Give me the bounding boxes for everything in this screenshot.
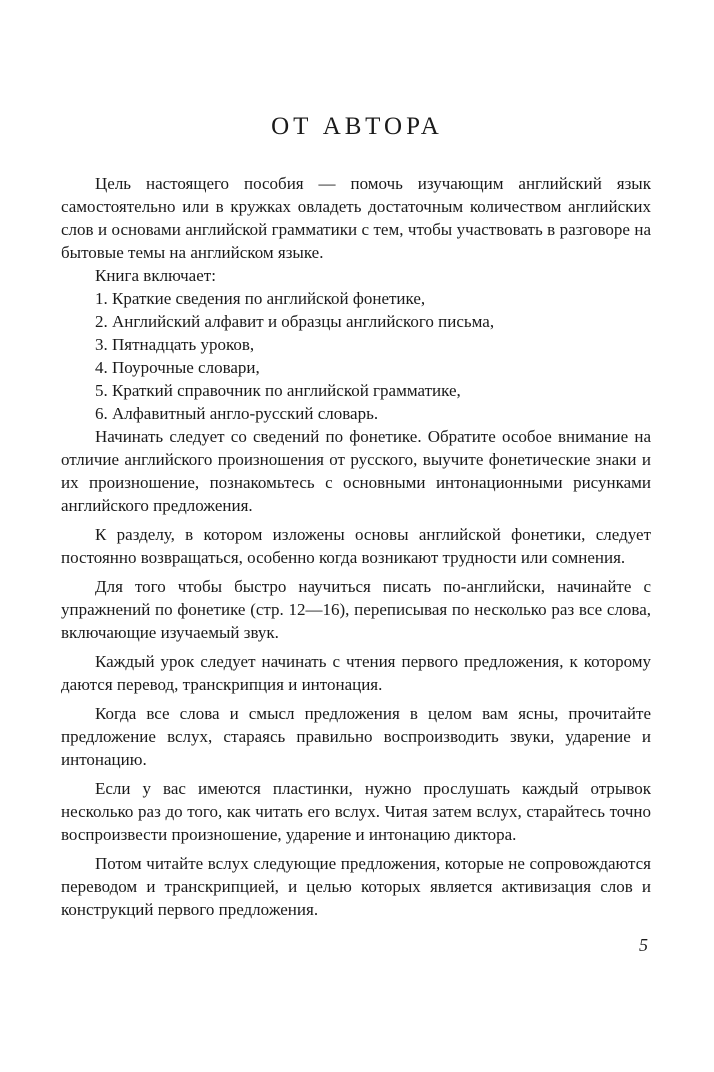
paragraph-lesson-start: Каждый урок следует начинать с чтения первого предложения, к которому даются перевод, транскрипция и интонация. <box>61 652 651 694</box>
page-number: 5 <box>639 935 648 955</box>
paragraph-writing: Для того чтобы быстро научиться писать по-английски, начинайте с упражнений по фонетике (стр. 12—16), переписывая по несколько раз все слова, включающие изучаемый звук. <box>61 577 651 642</box>
list-item: 3. Пятнадцать уроков, <box>95 335 255 354</box>
paragraph-return: К разделу, в котором изложены основы английской фонетики, следует постоянно возвращаться, особенно когда возникают трудности или сомнения. <box>61 525 651 567</box>
paragraph-records: Если у вас имеются пластинки, нужно прослушать каждый отрывок несколько раз до того, как читать его вслух. Читая затем вслух, старайтесь точно воспроизвести произношение, ударение и интонацию диктора. <box>61 779 651 844</box>
paragraph-phonetics: Начинать следует со сведений по фонетике. Обратите особое внимание на отличие английского произношения от русского, выучите фонетические знаки и их произношение, познакомьтесь с основными интонационными рисунками английского предложения. <box>61 427 651 515</box>
list-item: 6. Алфавитный англо-русский словарь. <box>95 404 379 423</box>
body-text <box>61 172 651 921</box>
intro-paragraph: Цель настоящего пособия — помочь изучающим английский язык самостоятельно или в кружках овладеть достаточным количеством английских слов и основами английской грамматики с тем, чтобы участвовать в разговоре на бытовые темы на английском языке. <box>61 174 651 262</box>
list-item: 5. Краткий справочник по английской грамматике, <box>95 381 461 400</box>
includes-heading: Книга включает: <box>95 266 216 285</box>
paragraph-read-aloud: Когда все слова и смысл предложения в целом вам ясны, прочитайте предложение вслух, стараясь правильно воспроизводить звуки, ударение и интонацию. <box>61 704 651 769</box>
paragraph-following-sentences: Потом читайте вслух следующие предложения, которые не сопровождаются переводом и транскрипцией, и целью которых является активизация слов и конструкций первого предложения. <box>61 854 651 919</box>
page-title: ОТ АВТОРА <box>271 113 443 140</box>
list-item: 2. Английский алфавит и образцы английского письма, <box>95 312 495 331</box>
list-item: 4. Поурочные словари, <box>95 358 260 377</box>
list-item: 1. Краткие сведения по английской фонетике, <box>95 289 426 308</box>
